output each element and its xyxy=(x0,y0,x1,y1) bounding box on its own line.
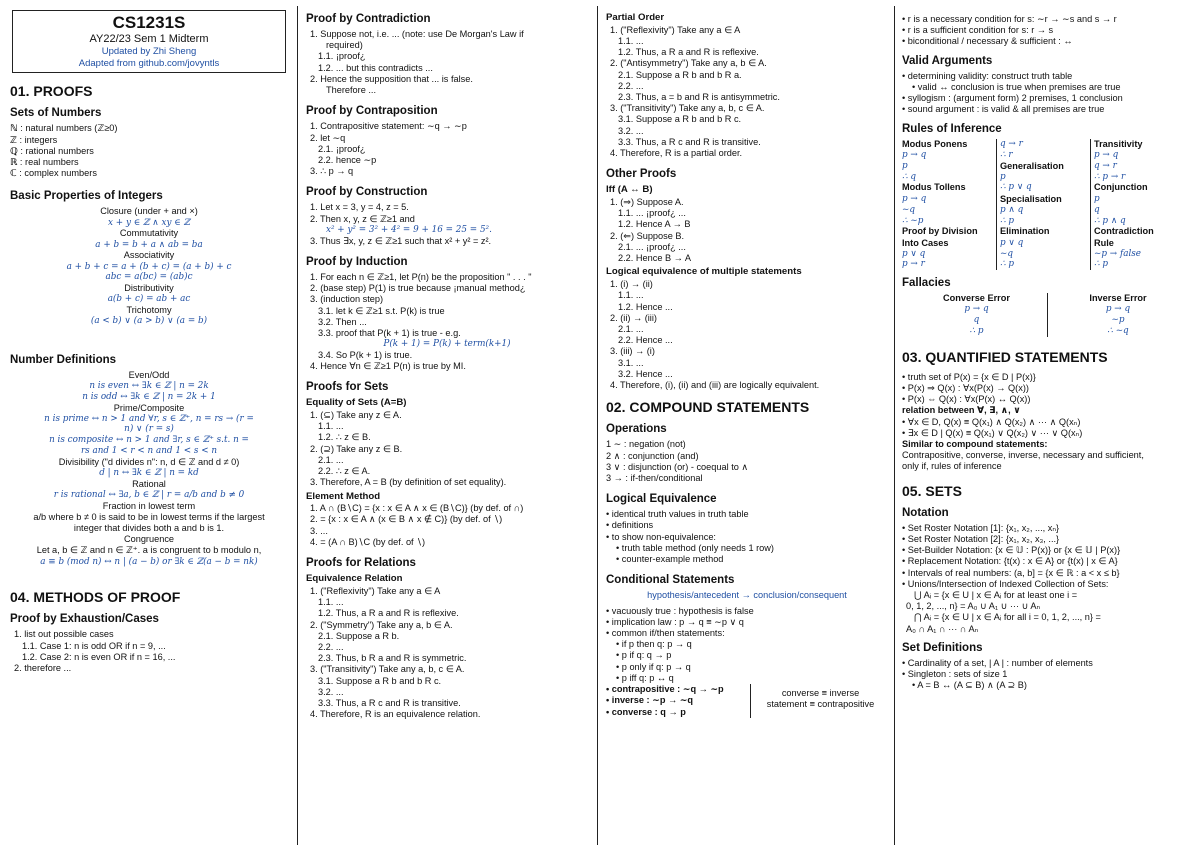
list-item: 1. ("Reflexivity") Take any a ∈ A xyxy=(310,585,441,596)
rule-cell: ∴ r xyxy=(996,150,1090,161)
sets-heading: 05. SETS xyxy=(902,482,962,499)
rule-cell: Modus Tollens xyxy=(902,182,966,193)
composite-def: rs and 1 < r < n and 1 < s < n xyxy=(80,445,218,456)
rule-cell: ∴ p xyxy=(996,259,1090,270)
rule-cell: q xyxy=(1090,205,1186,216)
list-item: 1. For each n ∈ ℤ≥1, let P(n) be the proposition " . . . " xyxy=(310,271,532,282)
rule-cell: p ∨ q xyxy=(996,238,1090,249)
set-definitions-heading: Set Definitions xyxy=(902,641,983,654)
associativity-formula: abc = a(bc) = (ab)c xyxy=(105,272,193,283)
list-item: 1. (⇒) Suppose A. xyxy=(610,197,684,208)
list-item: 3. ∴ p → q xyxy=(310,166,354,177)
column-3 xyxy=(604,6,890,845)
construction-heading: Proof by Construction xyxy=(306,186,428,199)
list-item: • determining validity: construct truth table xyxy=(902,71,1194,82)
list-item: • implication law : p → q ≡ ∼p ∨ q xyxy=(606,617,890,628)
list-item: 3.3. Thus, a R c and R is transitive. xyxy=(618,136,761,147)
list-item: • sound argument : is valid & all premises are true xyxy=(902,104,1194,115)
associativity-label: Associativity xyxy=(123,250,175,261)
exhaustion-heading: Proof by Exhaustion/Cases xyxy=(10,613,159,626)
list-item: 3. ... xyxy=(310,525,328,536)
list-item: 2. (ii) → (iii) xyxy=(610,312,657,323)
rule-cell: Elimination xyxy=(996,226,1090,237)
iff-label: Iff (A ↔ B) xyxy=(606,184,653,196)
list-item: 1. Contrapositive statement: ∼q → ∼p xyxy=(310,121,467,132)
odd-def: n is odd ↔ ∃k ∈ ℤ | n = 2k + 1 xyxy=(82,391,216,402)
fraction-def: integer that divides both a and b is 1. xyxy=(73,522,225,533)
list-item: • P(x) ⇔ Q(x) : ∀x(P(x) ↔ Q(x)) xyxy=(902,394,1194,405)
list-item: • counter-example method xyxy=(616,554,890,565)
list-item: 2.1. ¡proof¿ xyxy=(318,143,366,154)
list-item: 1.2. Case 2: n is even OR if n = 16, ... xyxy=(22,651,176,662)
fallacy-line: p → q xyxy=(1105,304,1131,315)
list-item: 2.1. ... ¡proof¿ ... xyxy=(618,241,686,252)
fraction-def: a/b where b ≠ 0 is said to be in lowest terms if the largest xyxy=(33,511,265,522)
list-item: 3. Therefore, A = B (by definition of set equality). xyxy=(310,477,507,488)
list-item: 1. (i) → (ii) xyxy=(610,279,653,290)
column-1 xyxy=(8,6,290,845)
list-item: 3.1. Suppose a R b and b R c. xyxy=(618,114,742,125)
rule-cell: p ∧ q xyxy=(996,205,1090,216)
list-item: 2.2. ... xyxy=(318,641,344,652)
fallacy-line: ∼p xyxy=(1111,315,1125,326)
list-item: 3.1. let k ∈ ℤ≥1 s.t. P(k) is true xyxy=(318,305,445,316)
list-item: • biconditional / necessary & sufficient : ↔ xyxy=(902,36,1194,47)
fallacy-line: ∴ ∼q xyxy=(1107,325,1129,336)
list-item: 4. Hence ∀n ∈ ℤ≥1 P(n) is true by MI. xyxy=(310,361,466,372)
list-item: 1 ∼ : negation (not) xyxy=(606,439,686,450)
list-item: • ∀x ∈ D, Q(x) ≡ Q(x₁) ∧ Q(x₂) ∧ ··· ∧ Q(xₙ) xyxy=(902,417,1194,428)
relations-proofs-heading: Proofs for Relations xyxy=(306,557,416,570)
fallacy-line: p → q xyxy=(964,304,989,315)
commutativity-formula: a + b = b + a ∧ ab = ba xyxy=(95,239,203,250)
rational-def: r is rational ↔ ∃a, b ∈ ℤ | r = a/b and b ≠ 0 xyxy=(53,489,245,500)
list-item: 1.2. ... but this contradicts ... xyxy=(318,62,433,73)
list-item: 2.1. ... xyxy=(318,454,344,465)
list-item: 2. (⇐) Suppose B. xyxy=(610,230,685,241)
list-item: ℤ : integers xyxy=(10,134,58,145)
distributivity-formula: a(b + c) = ab + ac xyxy=(107,294,191,305)
list-item: 2.1. Suppose a R b and b R a. xyxy=(618,69,742,80)
fallacy-line: q xyxy=(973,315,980,326)
column-2 xyxy=(304,6,590,845)
union-def: 0, 1, 2, ..., n} = A₀ ∪ A₁ ∪ ··· ∪ Aₙ xyxy=(906,601,1041,612)
rule-cell: Specialisation xyxy=(996,194,1090,205)
congruence-formula: a ≡ b (mod n) ↔ n | (a − b) or ∃k ∈ ℤ(a − b = nk) xyxy=(40,556,258,567)
note-line: statement ≡ contrapositive xyxy=(766,699,875,710)
rule-cell: ∴ p ∧ q xyxy=(1090,216,1186,227)
list-item: ℕ : natural numbers (ℤ≥0) xyxy=(10,123,118,134)
rule-cell: p xyxy=(902,160,908,171)
rule-cell: q → r xyxy=(1090,161,1186,172)
trichotomy-label: Trichotomy xyxy=(126,304,172,315)
list-item: 3.2. ... xyxy=(318,686,344,697)
list-item: 3 → : if-then/conditional xyxy=(606,473,703,483)
list-item: 4. Therefore, R is an equivalence relation. xyxy=(310,709,481,720)
list-item: • A = B ↔ (A ⊆ B) ∧ (A ⊇ B) xyxy=(912,680,1194,691)
list-item: • Set Roster Notation [2]: {x₁, x₂, x₃, ...} xyxy=(902,534,1194,545)
prime-composite-label: Prime/Composite xyxy=(113,402,185,413)
list-item: 2.2. Hence ... xyxy=(618,335,673,346)
contrapositive-list xyxy=(604,684,750,718)
intersection-def: ⋂ Aᵢ = {x ∈ U | x ∈ Aᵢ for all i = 0, 1, 2, ..., n} = xyxy=(914,612,1101,623)
similar-label: Similar to compound statements: xyxy=(902,438,1048,449)
column-4 xyxy=(900,6,1194,845)
rule-cell: p ∨ q xyxy=(902,248,926,259)
congruence-label: Congruence xyxy=(123,534,175,545)
fallacy-name: Converse Error xyxy=(943,293,1010,304)
list-item: • inverse : ∼p → ∼q xyxy=(606,695,750,706)
equivalence-notes xyxy=(750,684,890,718)
similar-text: only if, rules of inference xyxy=(902,461,1002,472)
fallacies-heading: Fallacies xyxy=(902,277,951,290)
rational-label: Rational xyxy=(132,478,166,489)
rule-cell: p → q xyxy=(902,193,927,204)
list-item: 1.1. ... xyxy=(318,421,344,432)
list-item: • identical truth values in truth table xyxy=(606,509,890,520)
list-item: 2.2. hence ∼p xyxy=(318,155,377,165)
list-item: • truth set of P(x) = {x ∈ D | P(x)} xyxy=(902,372,1194,383)
associativity-formula: a + b + c = a + (b + c) = (a + b) + c xyxy=(66,261,232,272)
rule-cell: p → r xyxy=(902,259,925,270)
title-box xyxy=(12,10,286,73)
list-item: 3.1. Suppose a R b and b R c. xyxy=(318,675,442,686)
list-item: 2. Hence the supposition that ... is false. xyxy=(310,73,473,84)
list-item: 3 ∨ : disjunction (or) - coequal to ∧ xyxy=(606,461,749,472)
list-item: 1. ("Reflexivity") Take any a ∈ A xyxy=(610,24,741,35)
inverse-error xyxy=(1047,293,1188,336)
list-item: 2. = {x : x ∈ A ∧ (x ∈ B ∧ x ∉ C)} (by def. of ∖) xyxy=(310,514,503,525)
rule-cell: p → q xyxy=(902,149,927,160)
list-item: 1. list out possible cases xyxy=(14,629,114,640)
list-item: • p only if q: p → q xyxy=(616,662,890,673)
list-item: 3.2. Then ... xyxy=(318,316,367,327)
fallacies-table xyxy=(906,293,1188,336)
valid-arguments-heading: Valid Arguments xyxy=(902,54,993,67)
list-item: 3.1. ... xyxy=(618,357,644,368)
conditional-statements-heading: Conditional Statements xyxy=(606,574,735,587)
list-item: • syllogism : (argument form) 2 premises, 1 conclusion xyxy=(902,93,1194,104)
sets-of-numbers-heading: Sets of Numbers xyxy=(10,107,102,120)
list-item: 1. A ∩ (B∖C) = {x : x ∈ A ∧ x ∈ (B∖C)} (by def. of ∩) xyxy=(310,503,524,514)
list-item: 2.2. ... xyxy=(618,80,644,91)
closure-formula: x + y ∈ ℤ ∧ xy ∈ ℤ xyxy=(108,217,190,228)
list-item: 2. (⊇) Take any z ∈ B. xyxy=(310,443,403,454)
list-item: 3. (iii) → (i) xyxy=(610,346,655,357)
list-item: 1.2. Hence A → B xyxy=(618,219,691,230)
list-item: 2. (base step) P(1) is true because ¡manual method¿ xyxy=(310,283,526,294)
congruence-def: Let a, b ∈ ℤ and n ∈ ℤ⁺. a is congruent to b modulo n, xyxy=(36,545,262,556)
rule-cell: ∼q xyxy=(902,204,916,215)
conditional-form: hypothesis/antecedent → conclusion/consequent xyxy=(647,590,847,601)
induction-heading: Proof by Induction xyxy=(306,255,408,268)
list-item: 2 ∧ : conjunction (and) xyxy=(606,450,699,461)
rule-cell: ∼p → false xyxy=(1090,249,1186,260)
list-item: • Replacement Notation: {t(x) : x ∈ A} or {t(x) | x ∈ A} xyxy=(902,556,1194,567)
list-item: 2.3. Thus, b R a and R is symmetric. xyxy=(318,653,467,664)
list-item: 2. ("Symmetry") Take any a, b ∈ A. xyxy=(310,619,453,630)
list-item: • Set-Builder Notation: {x ∈ 𝕌 : P(x)} or {x ∈ 𝕌 | P(x)} xyxy=(902,545,1194,556)
fallacy-name: Inverse Error xyxy=(1089,293,1147,304)
rule-cell: Generalisation xyxy=(996,161,1090,172)
list-item: 2.2. Hence B → A xyxy=(618,253,692,264)
list-item: x² + y² = 3² + 4² = 9 + 16 = 25 = 5². xyxy=(326,224,492,235)
rule-cell: Transitivity xyxy=(1090,139,1186,150)
list-item: 2. let ∼q xyxy=(310,132,346,143)
composite-def: n is composite ↔ n > 1 and ∃r, s ∈ ℤ⁺ s.t. n = xyxy=(49,435,249,446)
converse-error xyxy=(906,293,1047,336)
rule-cell: ∴ p xyxy=(996,216,1090,227)
updated-by: Updated by Zhi Sheng xyxy=(101,46,197,58)
list-item: 1.2. Thus, a R a and R is reflexive. xyxy=(318,608,459,619)
rule-cell: Proof by Division xyxy=(902,226,978,237)
list-item: 3.3. proof that P(k + 1) is true - e.g. xyxy=(318,327,461,338)
commutativity-label: Commutativity xyxy=(119,228,179,239)
list-item: 1.1. ... ¡proof¿ ... xyxy=(618,208,686,219)
list-item: • r is a necessary condition for s: ∼r → ∼s and s → r xyxy=(902,14,1194,25)
list-item: ℝ : real numbers xyxy=(10,157,79,167)
section-proofs-heading: 01. PROOFS xyxy=(10,83,93,100)
rule-cell: Contradiction xyxy=(1090,226,1186,237)
list-item: P(k + 1) = P(k) + term(k+1) xyxy=(383,339,511,350)
equality-of-sets-label: Equality of Sets (A=B) xyxy=(306,397,407,409)
rule-cell: p xyxy=(996,172,1090,183)
rule-cell: ∴ q xyxy=(902,171,917,182)
partial-order-label: Partial Order xyxy=(606,12,665,23)
list-item: 2.2. ∴ z ∈ A. xyxy=(318,466,371,477)
operations-heading: Operations xyxy=(606,423,667,436)
rule-cell: ∴ p → r xyxy=(1090,172,1186,183)
list-item: 1. (⊆) Take any z ∈ A. xyxy=(310,410,402,421)
trichotomy-formula: (a < b) ∨ (a > b) ∨ (a = b) xyxy=(90,316,208,327)
list-item: ℂ : complex numbers xyxy=(10,168,97,179)
contraposition-heading: Proof by Contraposition xyxy=(306,105,438,118)
column-divider xyxy=(894,6,895,845)
list-item: 1. Let x = 3, y = 4, z = 5. xyxy=(310,202,409,213)
distributivity-label: Distributivity xyxy=(124,282,174,293)
sets-of-numbers-list xyxy=(8,123,290,179)
list-item: ℚ : rational numbers xyxy=(10,145,94,156)
list-item: Therefore ... xyxy=(326,85,377,96)
prime-def: n is prime ↔ n > 1 and ∀r, s ∈ ℤ⁺, n = rs → (r = xyxy=(44,413,254,424)
rule-cell: ∴ p xyxy=(1090,259,1186,270)
rule-cell: Modus Ponens xyxy=(902,138,968,149)
column-divider xyxy=(597,6,598,845)
list-item: 2.1. Suppose a R b. xyxy=(318,630,400,641)
list-item: 2.1. ... xyxy=(618,323,644,334)
other-proofs-heading: Other Proofs xyxy=(606,168,677,181)
rule-cell: p xyxy=(1090,194,1186,205)
methods-of-proof-heading: 04. METHODS OF PROOF xyxy=(10,589,181,606)
list-item: • ∃x ∈ D | Q(x) ≡ Q(x₁) ∨ Q(x₂) ∨ ··· ∨ Q(xₙ) xyxy=(902,428,1194,439)
list-item: 2. Then x, y, z ∈ ℤ≥1 and xyxy=(310,213,415,224)
course-title: CS1231S xyxy=(112,13,186,32)
contrapositive-table xyxy=(604,684,890,718)
list-item: • r is a sufficient condition for s: r → s xyxy=(902,25,1194,36)
list-item: 3. (induction step) xyxy=(310,294,384,305)
logical-equivalence-heading: Logical Equivalence xyxy=(606,493,717,506)
fallacy-line: ∴ p xyxy=(969,325,984,336)
notation-heading: Notation xyxy=(902,506,949,519)
list-item: • to show non-equivalence: xyxy=(606,532,890,543)
rule-cell: ∼q xyxy=(996,249,1090,260)
list-item: • contrapositive : ∼q → ∼p xyxy=(606,684,750,695)
logical-equivalence-multi-label: Logical equivalence of multiple statements xyxy=(606,266,802,278)
rule-cell: Conjunction xyxy=(1090,182,1186,193)
list-item: 3.3. Thus, a R c and R is transitive. xyxy=(318,698,461,709)
rule-cell: p → q xyxy=(1090,150,1186,161)
list-item: 1.1. ... xyxy=(618,290,644,301)
rule-cell: ∴ ∼p xyxy=(902,215,924,226)
quantifier-relation-label: relation between ∀, ∃, ∧, ∨ xyxy=(902,405,1021,416)
list-item: 1.1. ... xyxy=(618,35,644,46)
list-item: 1.2. Thus, a R a and R is reflexive. xyxy=(618,47,759,58)
even-def: n is even ↔ ∃k ∈ ℤ | n = 2k xyxy=(89,381,209,392)
fraction-label: Fraction in lowest term xyxy=(102,500,196,511)
list-item: • converse : q → p xyxy=(606,707,750,718)
rule-cell: Into Cases xyxy=(902,237,949,248)
list-item: 2. ("Antisymmetry") Take any a, b ∈ A. xyxy=(610,58,767,69)
contradiction-heading: Proof by Contradiction xyxy=(306,13,431,25)
adapted-from: Adapted from github.com/jovyntls xyxy=(78,57,220,69)
intersection-def: A₀ ∩ A₁ ∩ ··· ∩ Aₙ xyxy=(906,623,979,634)
list-item: • vacuously true : hypothesis is false xyxy=(606,606,890,617)
similar-text: Contrapositive, converse, inverse, necessary and sufficient, xyxy=(902,450,1144,461)
list-item: • common if/then statements: xyxy=(606,628,890,639)
list-item: 3. Thus ∃x, y, z ∈ ℤ≥1 such that x² + y² = z². xyxy=(310,235,492,246)
list-item: 3. ("Transitivity") Take any a, b, c ∈ A. xyxy=(610,103,765,114)
list-item: 3. ("Transitivity") Take any a, b, c ∈ A. xyxy=(310,664,465,675)
prime-def: n) ∨ (r = s) xyxy=(124,424,174,435)
list-item: 1.2. ∴ z ∈ B. xyxy=(318,432,371,443)
compound-statements-heading: 02. COMPOUND STATEMENTS xyxy=(606,399,810,416)
rules-of-inference-table xyxy=(902,139,1194,271)
list-item: • Cardinality of a set, | A | : number of elements xyxy=(902,658,1194,669)
list-item: • p if q: q → p xyxy=(616,650,890,661)
list-item: 1.1. Case 1: n is odd OR if n = 9, ... xyxy=(22,640,166,651)
basic-properties-heading: Basic Properties of Integers xyxy=(10,190,163,203)
list-item: 4. Therefore, (i), (ii) and (iii) are logically equivalent. xyxy=(610,380,820,391)
list-item: • Singleton : sets of size 1 xyxy=(902,669,1194,680)
list-item: • Intervals of real numbers: (a, b] = {x ∈ ℝ : a < x ≤ b} xyxy=(902,568,1194,579)
union-def: ⋃ Aᵢ = {x ∈ U | x ∈ Aᵢ for at least one i = xyxy=(914,590,1078,601)
list-item: • P(x) ⇒ Q(x) : ∀x(P(x) → Q(x)) xyxy=(902,383,1194,394)
list-item: • Unions/Intersection of Indexed Collection of Sets: xyxy=(902,579,1194,590)
note-line: converse ≡ inverse xyxy=(781,688,860,699)
equivalence-relation-label: Equivalence Relation xyxy=(306,573,403,585)
rule-cell: Rule xyxy=(1090,238,1186,249)
list-item: 3.2. Hence ... xyxy=(618,368,673,379)
list-item: • p iff q: p ↔ q xyxy=(616,673,890,684)
list-item: • if p then q: p → q xyxy=(616,639,890,650)
list-item: 2.3. Thus, a = b and R is antisymmetric. xyxy=(618,92,780,103)
semester-label: AY22/23 Sem 1 Midterm xyxy=(89,32,209,45)
quantified-statements-heading: 03. QUANTIFIED STATEMENTS xyxy=(902,348,1108,365)
divisibility-label: Divisibility ("d divides n": n, d ∈ ℤ and d ≠ 0) xyxy=(58,456,240,467)
list-item: 4. Therefore, R is a partial order. xyxy=(610,148,743,159)
list-item: • truth table method (only needs 1 row) xyxy=(616,543,890,554)
rule-cell: ∴ p ∨ q xyxy=(996,182,1090,193)
list-item: • valid ↔ conclusion is true when premises are true xyxy=(912,82,1194,93)
list-item: 3.4. So P(k + 1) is true. xyxy=(318,349,413,360)
list-item: 1.1. ¡proof¿ xyxy=(318,51,366,62)
list-item: 1. Suppose not, i.e. ... (note: use De Morgan's Law if xyxy=(310,29,524,40)
list-item: 3.2. ... xyxy=(618,125,644,136)
rules-of-inference-heading: Rules of Inference xyxy=(902,122,1002,135)
number-definitions-heading: Number Definitions xyxy=(10,353,117,366)
list-item: 1.2. Hence ... xyxy=(618,301,673,312)
rule-cell: q → r xyxy=(996,139,1090,150)
sets-proofs-heading: Proofs for Sets xyxy=(306,381,389,394)
closure-label: Closure (under + and ×) xyxy=(100,206,198,217)
element-method-label: Element Method xyxy=(306,490,381,502)
list-item: required) xyxy=(326,40,363,51)
list-item: • Set Roster Notation [1]: {x₁, x₂, ..., xₙ} xyxy=(902,523,1194,534)
divisibility-def: d | n ↔ ∃k ∈ ℤ | n = kd xyxy=(99,467,199,478)
list-item: • definitions xyxy=(606,520,890,531)
list-item: 4. = (A ∩ B)∖C (by def. of ∖) xyxy=(310,536,426,547)
column-divider xyxy=(297,6,298,845)
list-item: 1.1. ... xyxy=(318,597,344,608)
even-odd-label: Even/Odd xyxy=(128,369,170,380)
list-item: 2. therefore ... xyxy=(14,663,72,674)
